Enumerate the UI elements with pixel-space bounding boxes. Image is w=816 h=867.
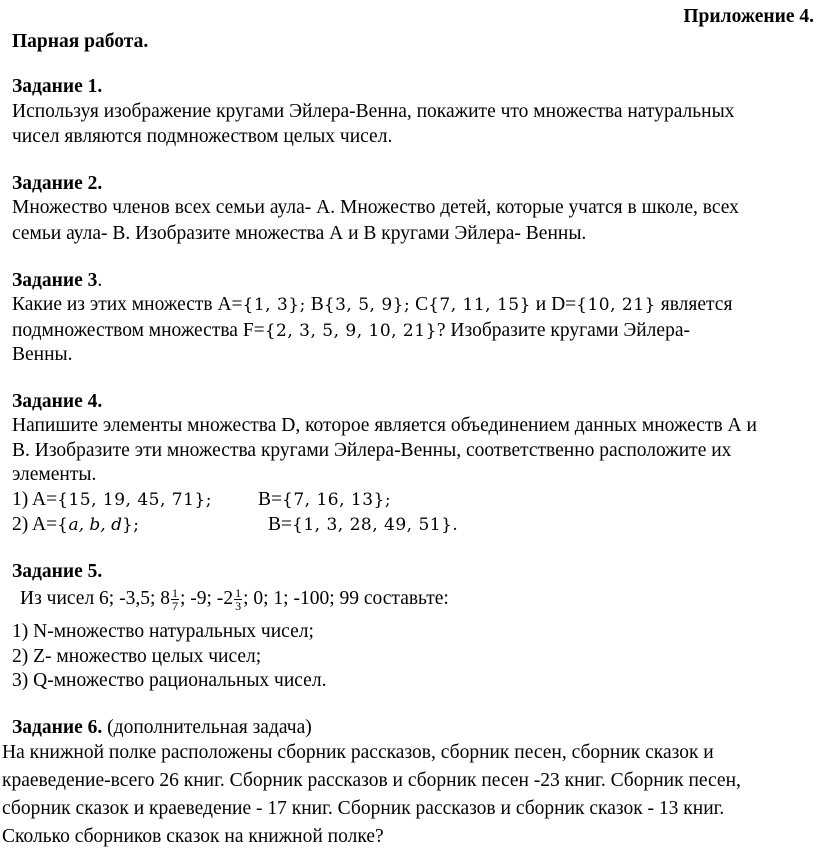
- task6-text-line1: На книжной полке расположены сборник рассказов, сборник песен, сборник сказок и: [2, 742, 714, 763]
- task5-item3: 3) Q-множество рациональных чисел.: [12, 670, 327, 691]
- set-c: {7, 11, 15}: [428, 295, 531, 315]
- task3-text-f: подмножеством множества F=: [12, 320, 265, 341]
- set-a: {1, 3};: [242, 295, 306, 315]
- set-f: {2, 3, 5, 9, 10, 21}: [264, 321, 437, 341]
- task5-tail: ; 0; 1; -100; 99 составьте:: [243, 588, 449, 609]
- task1-text-line1: Используя изображение кругами Эйлера-Венна, покажите что множества натуральных: [12, 101, 735, 122]
- task3-text-line2: [12, 320, 690, 342]
- set-d: {10, 21}: [576, 295, 656, 315]
- task3-text-a: Какие из этих множеств A=: [12, 294, 243, 315]
- task4-row1-b-label: B=: [258, 489, 283, 510]
- task4-text-line1: Напишите элементы множества D, которое является объединением данных множеств А и: [12, 415, 757, 436]
- task4-row1-set-b: {7, 16, 13};: [282, 490, 392, 510]
- task4-row1-set-a: {15, 19, 45, 71};: [57, 490, 212, 510]
- task1-heading: Задание 1.: [12, 76, 103, 97]
- task6-note: (дополнительная задача): [102, 717, 312, 738]
- task2-heading: Задание 2.: [12, 173, 103, 194]
- page-title: Парная работа.: [12, 31, 149, 52]
- frac2-num: 1: [235, 586, 242, 601]
- appendix-label: Приложение 4.: [683, 6, 814, 27]
- frac1-num: 1: [172, 586, 179, 601]
- task3-text-e: является: [655, 294, 733, 315]
- task3-text-d: и D=: [530, 294, 577, 315]
- task2-text-line1: Множество членов всех семьи аула- А. Множество детей, которые учатся в школе, всех: [12, 197, 739, 218]
- task3-text-line1: [12, 294, 732, 316]
- task3-text-g: ? Изобразите кругами Эйлера-: [436, 320, 690, 341]
- task5-item1: 1) N-множество натуральных чисел;: [12, 621, 314, 642]
- task3-heading-dot: .: [97, 270, 103, 291]
- fraction-one-seventh: [171, 587, 179, 612]
- task4-row1: [12, 489, 212, 511]
- task6-text-line3: сборник сказок и краеведение - 17 книг. Сборник рассказов и сборник сказок - 13 книг.: [2, 798, 725, 819]
- task3-heading: Задание 3: [12, 270, 98, 291]
- task4-row2-b-label: B=: [268, 514, 293, 535]
- task5-heading: Задание 5.: [12, 561, 103, 582]
- task5-item2: 2) Z- множество целых чисел;: [12, 646, 262, 667]
- task5-lead: Из чисел 6; -3,5; 8: [20, 588, 171, 609]
- task4-row2-set-b: {1, 3, 28, 49, 51}.: [292, 515, 459, 535]
- task4-row1-label: 1) A=: [12, 489, 58, 510]
- task6-heading-row: [12, 717, 312, 739]
- task4-text-line3: элементы.: [12, 464, 97, 485]
- task4-row2-b: [268, 514, 458, 536]
- task4-row2-items: a, b, d: [68, 515, 122, 535]
- frac2-den: 3: [235, 599, 242, 614]
- task3-heading-row: [12, 270, 102, 292]
- task4-row2-label: 2) A=: [12, 514, 58, 535]
- task4-row1-b: [258, 489, 391, 511]
- task4-heading: Задание 4.: [12, 391, 103, 412]
- task6-text-line4: Сколько сборников сказок на книжной полке?: [2, 826, 384, 847]
- set-b: {3, 5, 9};: [323, 295, 411, 315]
- task5-numbers-line: [20, 584, 449, 614]
- task4-row2: [12, 514, 140, 536]
- task5-mid: ; -9; -2: [180, 588, 234, 609]
- task2-text-line2: семьи аула- В. Изобразите множества А и В кругами Эйлера- Венны.: [12, 223, 587, 244]
- task4-row2-close: };: [121, 515, 140, 535]
- task6-text-line2: краеведение-всего 26 книг. Сборник рассказов и сборник песен -23 книг. Сборник песен,: [2, 770, 741, 791]
- task1-text-line2: чисел являются подмножеством целых чисел.: [12, 126, 393, 147]
- task4-row2-open: {: [57, 515, 69, 535]
- task3-text-c: C: [410, 294, 429, 315]
- task6-heading: Задание 6.: [12, 717, 103, 738]
- task3-text-b: B: [305, 294, 324, 315]
- fraction-one-third: [234, 587, 242, 612]
- task4-text-line2: В. Изобразите эти множества кругами Эйлера-Венны, соответственно расположите их: [12, 440, 732, 461]
- task3-text-line3: Венны.: [12, 344, 73, 365]
- frac1-den: 7: [172, 599, 179, 614]
